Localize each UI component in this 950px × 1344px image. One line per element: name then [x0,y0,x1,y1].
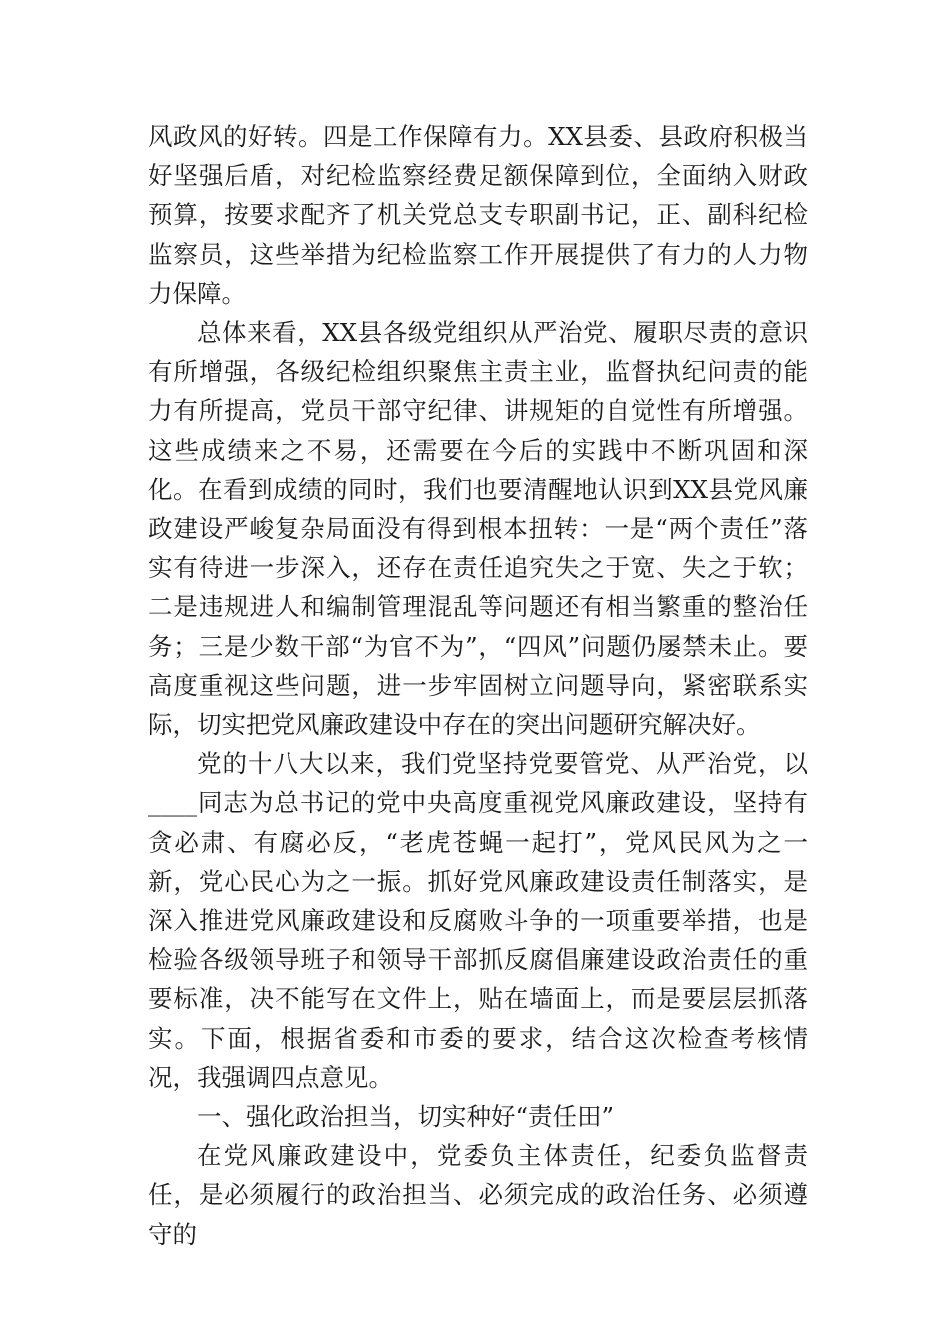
document-body [148,117,808,1254]
paragraph-overall-assessment: 总体来看，XX县各级党组织从严治党、履职尽责的意识有所增强，各级纪检组织聚焦主责主业，监督执纪问责的能力有所提高，党员干部守纪律、讲规矩的自觉性有所增强。这些成绩来之不易，还需要在今后的实践中不断巩固和深化。在看到成绩的同时，我们也要清醒地认识到XX县党风廉政建设严峻复杂局面没有得到根本扭转：一是“两个责任”落实有待进一步深入，还存在责任追究失之于宽、失之于软；二是违规进人和编制管理混乱等问题还有相当繁重的整治任务；三是少数干部“为官不为”，“四风”问题仍屡禁未止。要高度重视这些问题，进一步牢固树立问题导向，紧密联系实际，切实把党风廉政建设中存在的突出问题研究解决好。 [148,318,808,740]
paragraph-party-congress: 党的十八大以来，我们党坚持党要管党、从严治党，以____同志为总书记的党中央高度重视党风廉政建设，坚持有贪必肃、有腐必反，“老虎苍蝇一起打”，党风民风为之一新，党心民心为之一振。抓好党风廉政建设责任制落实，是深入推进党风廉政建设和反腐败斗争的一项重要举措，也是检验各级领导班子和领导干部抓反腐倡廉建设政治责任的重要标准，决不能写在文件上，贴在墙面上，而是要层层抓落实。下面，根据省委和市委的要求，结合这次检查考核情况，我强调四点意见。 [148,749,808,1092]
section-heading-one: 一、强化政治担当，切实种好“责任田” [197,1102,615,1132]
paragraph-section-one-body: 在党风廉政建设中，党委负主体责任，纪委负监督责任，是必须履行的政治担当、必须完成的政治任务、必须遵守的 [148,1141,808,1249]
paragraph-continuation: 风政风的好转。四是工作保障有力。XX县委、县政府积极当好坚强后盾，对纪检监察经费足额保障到位，全面纳入财政预算，按要求配齐了机关党总支专职副书记，正、副科纪检监察员，这些举措为纪检监察工作开展提供了有力的人力物力保障。 [148,122,808,308]
